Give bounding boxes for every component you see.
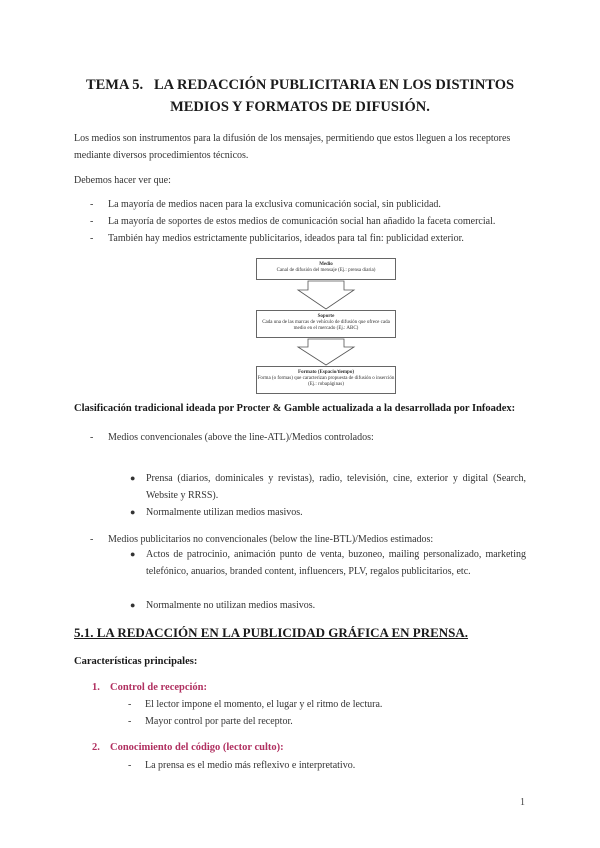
conventional-media-item [90, 429, 540, 446]
list-item [128, 760, 355, 771]
point-text: La mayoría de medios nacen para la exclusiva comunicación social, sin publicidad. [108, 199, 441, 210]
note-text: Debemos hacer ver que: [74, 175, 171, 186]
unconventional-media-label: Medios publicitarios no convencionales (below the line-BTL)/Medios estimados: [108, 534, 434, 545]
title-line-1: TEMA 5. LA REDACCIÓN PUBLICITARIA EN LOS DISTINTOS [85, 77, 515, 93]
diagram-box-formato [256, 366, 396, 394]
bullet-text: Prensa (diarios, dominicales y revistas), radio, televisión, cine, exterior y digital (Search, Website y RRSS). [146, 473, 526, 501]
section-subheading: Características principales: [74, 656, 198, 667]
list-item [90, 196, 540, 213]
bullet-text: Normalmente utilizan medios masivos. [146, 507, 303, 518]
list-item [130, 504, 526, 521]
item-label: Control de recepción: [110, 682, 208, 693]
diagram-box-medio [256, 258, 396, 280]
bullet-text: Actos de patrocinio, animación punto de venta, buzoneo, mailing personalizado, marketing telefónico, anuarios, branded content, influencers, PLV, regalos publicitarios, etc. [146, 549, 526, 577]
item-label: Conocimiento del código (lector culto): [110, 742, 284, 753]
points-list [90, 196, 540, 247]
sub-item-text: El lector impone el momento, el lugar y el ritmo de lectura. [145, 699, 383, 710]
diagram-box-head: Medio [319, 262, 333, 267]
sub-item-text: Mayor control por parte del receptor. [145, 716, 293, 727]
list-item [90, 213, 540, 230]
down-arrow-icon [256, 280, 396, 310]
bullet-dot: ● [130, 473, 136, 483]
item-number: 1. [92, 682, 100, 693]
classification-heading: Clasificación tradicional ideada por Procter & Gamble actualizada a la desarrollada por Infoadex: [74, 403, 516, 414]
page-title [60, 74, 540, 118]
intro-paragraph [74, 130, 534, 164]
conventional-media-label: Medios convencionales (above the line-ATL)/Medios controlados: [108, 432, 374, 443]
dash-marker: - [90, 233, 94, 244]
point-text: También hay medios estrictamente publicitarios, ideados para tal fin: publicidad exterior. [108, 233, 464, 244]
list-item [130, 470, 526, 504]
intro-line-1: Los medios son instrumentos para la difusión de los mensajes, permitiendo que estos lleguen a los receptores [74, 133, 511, 144]
diagram-box-body: Cada una de las marcas de vehículo de difusión que ofrece cada medio en el mercado (Ej.: ABC) [262, 320, 390, 331]
bullet-text: Normalmente no utilizan medios masivos. [146, 600, 316, 611]
down-arrow-icon [256, 338, 396, 366]
page-number: 1 [520, 797, 525, 808]
dash-marker: - [90, 199, 94, 210]
title-line-2: MEDIOS Y FORMATOS DE DIFUSIÓN. [170, 99, 430, 115]
bullet-dot: ● [130, 507, 136, 517]
list-item [130, 546, 526, 580]
sub-item-text: La prensa es el medio más reflexivo e interpretativo. [145, 760, 356, 771]
numbered-item [92, 742, 284, 753]
dash-marker: - [128, 760, 132, 771]
bullet-dot: ● [130, 549, 136, 559]
list-item [128, 716, 293, 727]
diagram-box-body: Canal de difusión del mensaje (Ej.: prensa diaria) [276, 268, 376, 273]
diagram-box-body: Forma (o formas) que caracterizan propuesta de difusión o inserción (Ej.: robapáginas) [257, 376, 395, 387]
list-item [128, 699, 382, 710]
diagram-box-soporte [256, 310, 396, 338]
list-item [130, 597, 526, 614]
item-number: 2. [92, 742, 100, 753]
list-item [90, 230, 540, 247]
dash-marker: - [90, 432, 94, 443]
dash-marker: - [128, 699, 132, 710]
diagram-box-head: Soporte [317, 314, 335, 319]
media-flow-diagram [256, 258, 396, 393]
intro-line-2: mediante diversos procedimientos técnicos. [74, 150, 249, 161]
dash-marker: - [128, 716, 132, 727]
bullet-dot: ● [130, 600, 136, 610]
section-title: 5.1. LA REDACCIÓN EN LA PUBLICIDAD GRÁFICA EN PRENSA. [74, 625, 469, 640]
dash-marker: - [90, 534, 94, 545]
dash-marker: - [90, 216, 94, 227]
diagram-box-head: Formato (Espacio/tiempo) [298, 370, 354, 375]
numbered-item [92, 682, 207, 693]
point-text: La mayoría de soportes de estos medios de comunicación social han añadido la faceta comercial. [108, 216, 496, 227]
